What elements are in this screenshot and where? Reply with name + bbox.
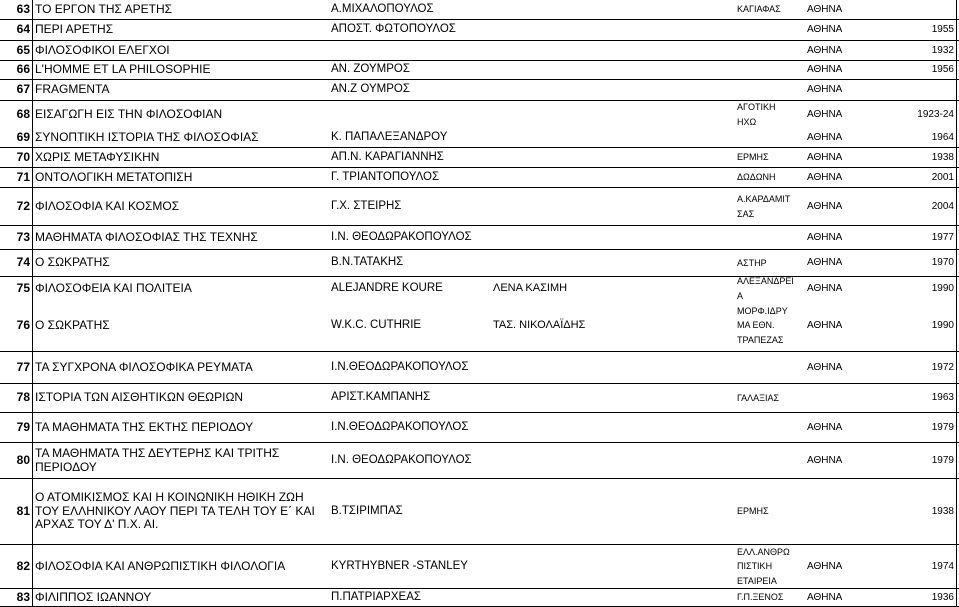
table-row xyxy=(0,61,959,80)
table-row xyxy=(0,479,959,545)
translator-cell xyxy=(493,545,678,588)
year-cell: 1972 xyxy=(931,361,954,373)
translator-cell xyxy=(493,61,678,79)
author-cell: Α.ΜΙΧΑΛΟΠΟΥΛΟΣ xyxy=(331,2,434,15)
title-cell: FRAGMENTA xyxy=(35,82,110,97)
num-cell: 75 xyxy=(16,280,30,295)
num-cell: 68 xyxy=(16,106,30,121)
title-cell: Ο ΣΩΚΡΑΤΗΣ xyxy=(35,255,110,270)
num-cell: 73 xyxy=(16,229,30,244)
publisher-cell xyxy=(737,413,807,442)
num-cell: 71 xyxy=(16,169,30,184)
city-cell: ΑΘΗΝΑ xyxy=(807,3,843,15)
publisher-cell: Γ.Π.ΞΕΝΟΣ xyxy=(737,592,784,603)
publisher-cell: ΕΡΜΗΣ xyxy=(737,152,769,163)
author-cell: Γ.Χ. ΣΤΕΙΡΗΣ xyxy=(331,199,402,212)
translator-cell xyxy=(493,384,678,412)
table-row xyxy=(0,300,959,352)
publisher-cell: ΚΑΓΙΑΦΑΣ xyxy=(737,4,781,15)
num-cell: 80 xyxy=(16,452,30,467)
year-cell: 1979 xyxy=(931,421,954,433)
city-cell: ΑΘΗΝΑ xyxy=(807,64,843,76)
translator-cell xyxy=(493,41,678,60)
table-row xyxy=(0,226,959,250)
publisher-cell: ΕΛΛ.ΑΝΘΡΩ ΠΙΣΤΙΚΗ ΕΤΑΙΡΕΙΑ xyxy=(737,546,790,586)
title-cell: ΕΙΣΑΓΩΓΗ ΕΙΣ ΤΗΝ ΦΙΛΟΣΟΦΙΑΝ xyxy=(35,106,223,121)
translator-cell xyxy=(493,148,678,167)
table-row xyxy=(0,589,959,607)
num-cell: 66 xyxy=(16,62,30,77)
publisher-cell: ΓΑΛΑΞΙΑΣ xyxy=(737,392,780,403)
city-cell: ΑΘΗΝΑ xyxy=(807,257,843,269)
num-cell: 76 xyxy=(16,317,30,332)
publisher-cell xyxy=(737,20,807,40)
city-cell: ΑΘΗΝΑ xyxy=(807,200,843,212)
author-cell: Ι.Ν. ΘΕΟΔΩΡΑΚΟΠΟΥΛΟΣ xyxy=(331,230,472,243)
author-cell xyxy=(331,101,486,128)
title-cell: Ο ΑΤΟΜΙΚΙΣΜΟΣ ΚΑΙ Η ΚΟΙΝΩΝΙΚΗ ΗΘΙΚΗ ΖΩΗ ΤΟΥ ΕΛΛΗΝΙΚΟΥ ΛΑΟΥ ΠΕΡΙ ΤΑ ΤΕΛΗ ΤΟΥ Ε΄ ΚΑΙ ΑΡΧΑΣ ΤΟΥ Δ' Π.Χ. ΑΙ. xyxy=(35,489,315,532)
author-cell: ΑΝ.Ζ ΟΥΜΡΟΣ xyxy=(331,83,410,96)
city-cell: ΑΘΗΝΑ xyxy=(807,44,843,56)
year-cell: 2001 xyxy=(931,171,954,183)
table-row xyxy=(0,384,959,413)
translator-cell: ΤΑΣ. ΝΙΚΟΛΑΪΔΗΣ xyxy=(493,319,586,332)
num-cell: 81 xyxy=(16,503,30,518)
city-cell: ΑΘΗΝΑ xyxy=(807,151,843,163)
author-cell: Ι.Ν. ΘΕΟΔΩΡΑΚΟΠΟΥΛΟΣ xyxy=(331,453,472,466)
translator-cell xyxy=(493,0,678,19)
author-cell: Κ. ΠΑΠΑΛΕΞΑΝΔΡΟΥ xyxy=(331,130,448,143)
num-cell: 77 xyxy=(16,359,30,374)
num-cell: 74 xyxy=(16,255,30,270)
table-row xyxy=(0,41,959,61)
year-cell: 1955 xyxy=(931,24,954,36)
year-cell: 1974 xyxy=(931,560,954,572)
translator-cell xyxy=(493,20,678,40)
publisher-cell xyxy=(737,226,807,249)
num-cell: 63 xyxy=(16,1,30,16)
year-cell: 1938 xyxy=(931,151,954,163)
title-cell: ΤΑ ΣΥΓΧΡΟΝΑ ΦΙΛΟΣΟΦΙΚΑ ΡΕΥΜΑΤΑ xyxy=(35,359,253,374)
city-cell: ΑΘΗΝΑ xyxy=(807,454,843,466)
year-cell: 1923-24 xyxy=(917,108,954,120)
translator-cell xyxy=(493,443,678,478)
city-cell: ΑΘΗΝΑ xyxy=(807,560,843,572)
translator-cell xyxy=(493,413,678,442)
year-cell: 2004 xyxy=(931,200,954,212)
year-cell: 1970 xyxy=(931,257,954,269)
translator-cell xyxy=(493,80,678,100)
num-cell: 65 xyxy=(16,42,30,57)
title-cell: ΣΥΝΟΠΤΙΚΗ ΙΣΤΟΡΙΑ ΤΗΣ ΦΙΛΟΣΟΦΙΑΣ xyxy=(35,129,259,144)
table-row xyxy=(0,443,959,479)
publisher-cell: ΑΓΟΤΙΚΗ ΗΧΩ xyxy=(737,102,776,127)
title-cell: ΤΑ ΜΑΘΗΜΑΤΑ ΤΗΣ ΔΕΥΤΕΡΗΣ ΚΑΙ ΤΡΙΤΗΣ ΠΕΡΙΟΔΟΥ xyxy=(35,445,280,474)
year-cell: 1964 xyxy=(931,131,954,143)
year-cell: 1936 xyxy=(931,591,954,603)
publisher-cell: ΑΣΤΗΡ xyxy=(737,257,767,268)
author-cell: ΑΠΟΣΤ. ΦΩΤΟΠΟΥΛΟΣ xyxy=(331,23,456,36)
translator-cell xyxy=(493,168,678,187)
publisher-cell xyxy=(737,443,807,478)
title-cell: ΙΣΤΟΡΙΑ ΤΩΝ ΑΙΣΘΗΤΙΚΩΝ ΘΕΩΡΙΩΝ xyxy=(35,390,244,405)
translator-cell xyxy=(493,352,678,383)
author-cell: Π.ΠΑΤΡΙΑΡΧΕΑΣ xyxy=(331,590,421,603)
table-row xyxy=(0,413,959,443)
author-cell: Γ. ΤΡΙΑΝΤΟΠΟΥΛΟΣ xyxy=(331,170,440,183)
author-cell: Ι.Ν.ΘΕΟΔΩΡΑΚΟΠΟΥΛΟΣ xyxy=(331,420,469,433)
author-cell: Β.Ν.ΤΑΤΑΚΗΣ xyxy=(331,256,404,269)
year-cell: 1963 xyxy=(931,392,954,404)
title-cell: ΠΕΡΙ ΑΡΕΤΗΣ xyxy=(35,22,114,37)
title-cell: ΦΙΛΟΣΟΦΙΑ ΚΑΙ ΑΝΘΡΩΠΙΣΤΙΚΗ ΦΙΛΟΛΟΓΙΑ xyxy=(35,558,286,573)
title-cell: Ο ΣΩΚΡΑΤΗΣ xyxy=(35,317,110,332)
year-cell: 1990 xyxy=(931,319,954,331)
year-cell: 1938 xyxy=(931,505,954,517)
translator-cell: ΛΕΝΑ ΚΑΣΙΜΗ xyxy=(493,282,568,295)
translator-cell xyxy=(493,226,678,249)
title-cell: ΦΙΛΟΣΟΦΙΚΟΙ ΕΛΕΓΧΟΙ xyxy=(35,42,170,57)
year-cell: 1932 xyxy=(931,44,954,56)
publisher-cell xyxy=(737,80,807,100)
num-cell: 70 xyxy=(16,149,30,164)
translator-cell xyxy=(493,250,678,276)
title-cell: L'HOMME ET LA PHILOSOPHIE xyxy=(35,62,211,77)
title-cell: ΦΙΛΙΠΠΟΣ ΙΩΑΝΝΟΥ xyxy=(35,589,152,604)
author-cell: ΑΠ.Ν. ΚΑΡΑΓΙΑΝΝΗΣ xyxy=(331,150,444,163)
title-cell: ΟΝΤΟΛΟΓΙΚΗ ΜΕΤΑΤΟΠΙΣΗ xyxy=(35,169,193,184)
table-row xyxy=(0,188,959,226)
title-cell: ΦΙΛΟΣΟΦΕΙΑ ΚΑΙ ΠΟΛΙΤΕΙΑ xyxy=(35,280,192,295)
year-cell: 1956 xyxy=(931,64,954,76)
translator-cell xyxy=(493,101,678,128)
table-row xyxy=(0,250,959,277)
publisher-cell xyxy=(737,41,807,60)
author-cell xyxy=(331,41,486,60)
num-cell: 79 xyxy=(16,419,30,434)
author-cell: ΑΡΙΣΤ.ΚΑΜΠΑΝΗΣ xyxy=(331,391,431,404)
year-cell xyxy=(862,80,954,100)
translator-cell xyxy=(493,188,678,225)
publisher-cell xyxy=(737,128,807,147)
table-row xyxy=(0,545,959,589)
author-cell: ΑΝ. ΖΟΥΜΡΟΣ xyxy=(331,63,410,76)
city-cell: ΑΘΗΝΑ xyxy=(807,24,843,36)
year-cell: 1977 xyxy=(931,231,954,243)
num-cell: 64 xyxy=(16,22,30,37)
city-cell: ΑΘΗΝΑ xyxy=(807,282,843,294)
table-row xyxy=(0,128,959,148)
publisher-cell: ΑΛΕΞΑΝΔΡΕΙ Α xyxy=(737,276,794,301)
publisher-cell xyxy=(737,352,807,383)
city-cell: ΑΘΗΝΑ xyxy=(807,171,843,183)
num-cell: 78 xyxy=(16,390,30,405)
num-cell: 67 xyxy=(16,82,30,97)
year-cell: 1979 xyxy=(931,454,954,466)
title-cell: ΦΙΛΟΣΟΦΙΑ ΚΑΙ ΚΟΣΜΟΣ xyxy=(35,198,180,213)
city-cell: ΑΘΗΝΑ xyxy=(807,319,843,331)
city-cell xyxy=(807,384,862,412)
author-cell: W.K.C. CUTHRIE xyxy=(331,318,422,331)
city-cell: ΑΘΗΝΑ xyxy=(807,84,843,96)
city-cell xyxy=(807,479,862,544)
table-row xyxy=(0,352,959,384)
author-cell: ALEJANDRE KOURE xyxy=(331,281,443,294)
city-cell: ΑΘΗΝΑ xyxy=(807,421,843,433)
year-cell: 1990 xyxy=(931,282,954,294)
table-row xyxy=(0,20,959,41)
city-cell: ΑΘΗΝΑ xyxy=(807,361,843,373)
publisher-cell xyxy=(737,61,807,79)
num-cell: 69 xyxy=(16,129,30,144)
author-cell: Ι.Ν.ΘΕΟΔΩΡΑΚΟΠΟΥΛΟΣ xyxy=(331,360,469,373)
title-cell: ΤΟ ΕΡΓΟΝ ΤΗΣ ΑΡΕΤΗΣ xyxy=(35,1,173,16)
author-cell: Β.ΤΣΙΡΙΜΠΑΣ xyxy=(331,504,403,517)
translator-cell xyxy=(493,589,678,606)
table-row xyxy=(0,80,959,101)
num-cell: 83 xyxy=(16,589,30,604)
num-cell: 82 xyxy=(16,558,30,573)
title-cell: ΤΑ ΜΑΘΗΜΑΤΑ ΤΗΣ ΕΚΤΗΣ ΠΕΡΙΟΔΟΥ xyxy=(35,419,254,434)
publisher-cell: Α.ΚΑΡΔΑΜΙΤ ΣΑΣ xyxy=(737,194,791,219)
table-row xyxy=(0,148,959,168)
year-cell xyxy=(862,0,954,19)
city-cell: ΑΘΗΝΑ xyxy=(807,131,843,143)
num-cell: 72 xyxy=(16,198,30,213)
title-cell: ΧΩΡΙΣ ΜΕΤΑΦΥΣΙΚΗΝ xyxy=(35,149,160,164)
city-cell: ΑΘΗΝΑ xyxy=(807,591,843,603)
publisher-cell: ΔΩΔΩΝΗ xyxy=(737,172,776,183)
translator-cell xyxy=(493,128,678,147)
table-row xyxy=(0,168,959,188)
title-cell: ΜΑΘΗΜΑΤΑ ΦΙΛΟΣΟΦΙΑΣ ΤΗΣ ΤΕΧΝΗΣ xyxy=(35,229,258,244)
table-row xyxy=(0,277,959,300)
author-cell: KYRTHYBNER -STANLEY xyxy=(331,559,468,572)
city-cell: ΑΘΗΝΑ xyxy=(807,231,843,243)
publisher-cell: ΕΡΜΗΣ xyxy=(737,506,769,517)
publisher-cell: ΜΟΡΦ.ΙΔΡΥ ΜΑ ΕΘΝ. ΤΡΑΠΕΖΑΣ xyxy=(737,305,788,345)
translator-cell xyxy=(493,479,678,544)
table-row xyxy=(0,101,959,128)
table-row xyxy=(0,0,959,20)
city-cell: ΑΘΗΝΑ xyxy=(807,108,843,120)
